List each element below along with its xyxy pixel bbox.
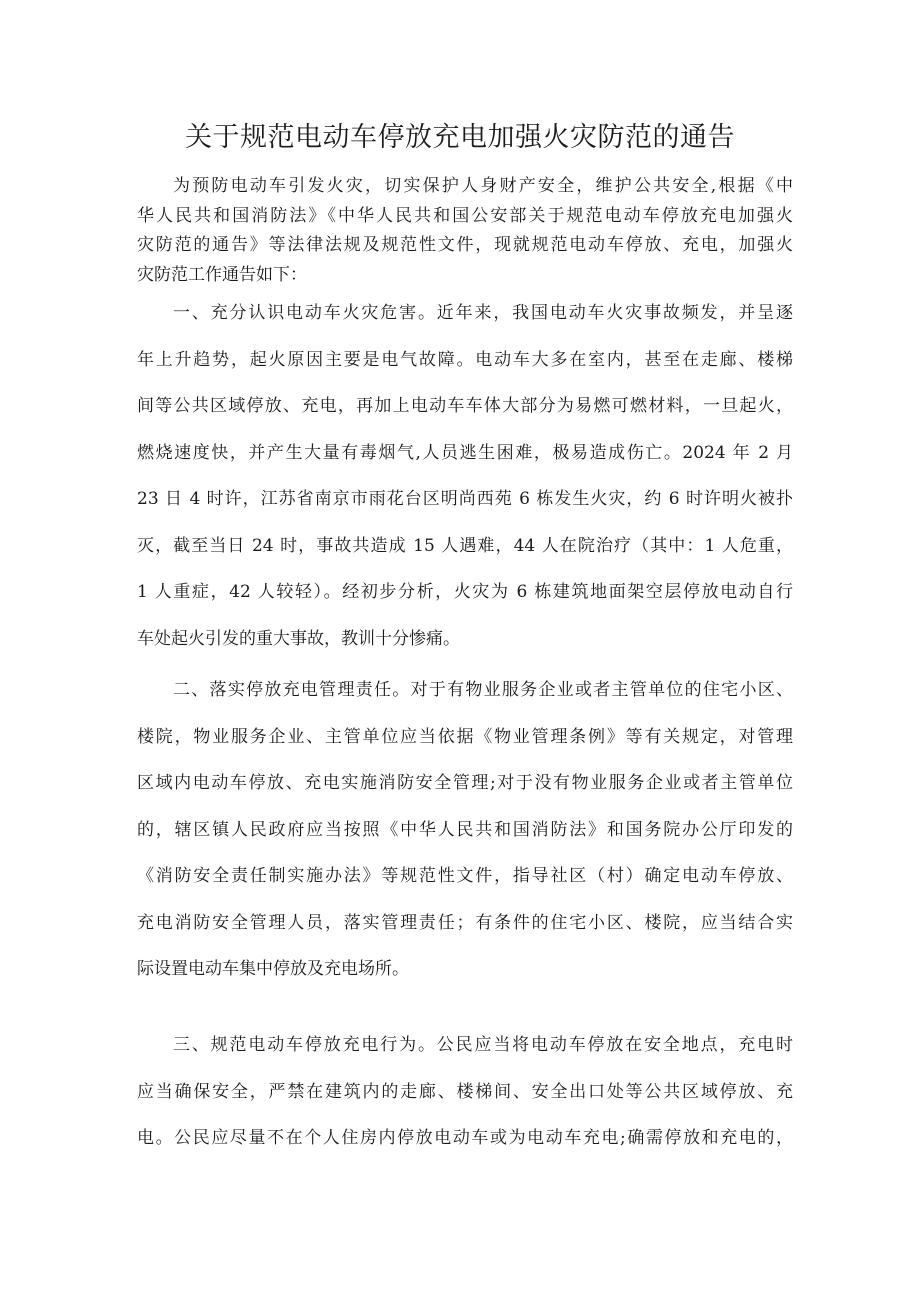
paragraph-line: 为预防电动车引发火灾，切实保护人身财产安全，维护公共安全,根据《中 (173, 176, 793, 196)
paragraph-line: 年上升趋势，起火原因主要是电气故障。电动车大多在室内，甚至在走廊、楼梯 (137, 349, 793, 370)
paragraph-line: 应当确保安全，严禁在建筑内的走廊、楼梯间、安全出口处等公共区域停放、充 (137, 1081, 793, 1102)
paragraph-line: 间等公共区域停放、充电，再加上电动车车体大部分为易燃可燃材料，一旦起火， (137, 396, 793, 416)
paragraph-line: 灭，截至当日 24 时，事故共造成 15 人遇难，44 人在院治疗（其中：1 人危重， (137, 535, 793, 556)
section-2-paragraph (137, 667, 793, 993)
section-1-paragraph (137, 290, 793, 662)
paragraph-line: 《消防安全责任制实施办法》等规范性文件，指导社区（村）确定电动车停放、 (137, 866, 793, 886)
paragraph-line: 的，辖区镇人民政府应当按照《中华人民共和国消防法》和国务院办公厅印发的 (137, 819, 793, 840)
paragraph-line: 车处起火引发的重大事故，教训十分惨痛。 (137, 628, 460, 649)
paragraph-line: 际设置电动车集中停放及充电场所。 (137, 959, 409, 979)
document-title: 关于规范电动车停放充电加强火灾防范的通告 (185, 122, 735, 153)
paragraph-line: 楼院，物业服务企业、主管单位应当依据《物业管理条例》等有关规定，对管理 (137, 726, 793, 747)
paragraph-line: 充电消防安全管理人员，落实管理责任；有条件的住宅小区、楼院，应当结合实 (137, 912, 793, 933)
paragraph-line: 一、充分认识电动车火灾危害。近年来，我国电动车火灾事故频发，并呈逐 (173, 303, 793, 323)
intro-paragraph (137, 172, 793, 290)
paragraph-line: 区域内电动车停放、充电实施消防安全管理;对于没有物业服务企业或者主管单位 (137, 773, 793, 793)
paragraph-line: 二、落实停放充电管理责任。对于有物业服务企业或者主管单位的住宅小区、 (173, 680, 793, 700)
paragraph-line: 燃烧速度快，并产生大量有毒烟气,人员逃生困难，极易造成伤亡。2024 年 2 月 (137, 442, 793, 463)
paragraph-line: 1 人重症，42 人较轻）。经初步分析，火灾为 6 栋建筑地面架空层停放电动自行 (137, 582, 793, 602)
paragraph-line: 23 日 4 时许，江苏省南京市雨花台区明尚西苑 6 栋发生火灾，约 6 时许明火被扑 (137, 489, 793, 509)
paragraph-line: 灾防范的通告》等法律法规及规范性文件，现就规范电动车停放、充电，加强火 (137, 235, 793, 255)
paragraph-line: 灾防范工作通告如下： (137, 264, 307, 285)
paragraph-line: 华人民共和国消防法》《中华人民共和国公安部关于规范电动车停放充电加强火 (137, 205, 793, 226)
paragraph-line: 电。公民应尽量不在个人住房内停放电动车或为电动车充电;确需停放和充电的， (137, 1128, 793, 1148)
paragraph-line: 三、规范电动车停放充电行为。公民应当将电动车停放在安全地点，充电时 (173, 1035, 793, 1055)
section-3-paragraph (137, 1022, 793, 1162)
